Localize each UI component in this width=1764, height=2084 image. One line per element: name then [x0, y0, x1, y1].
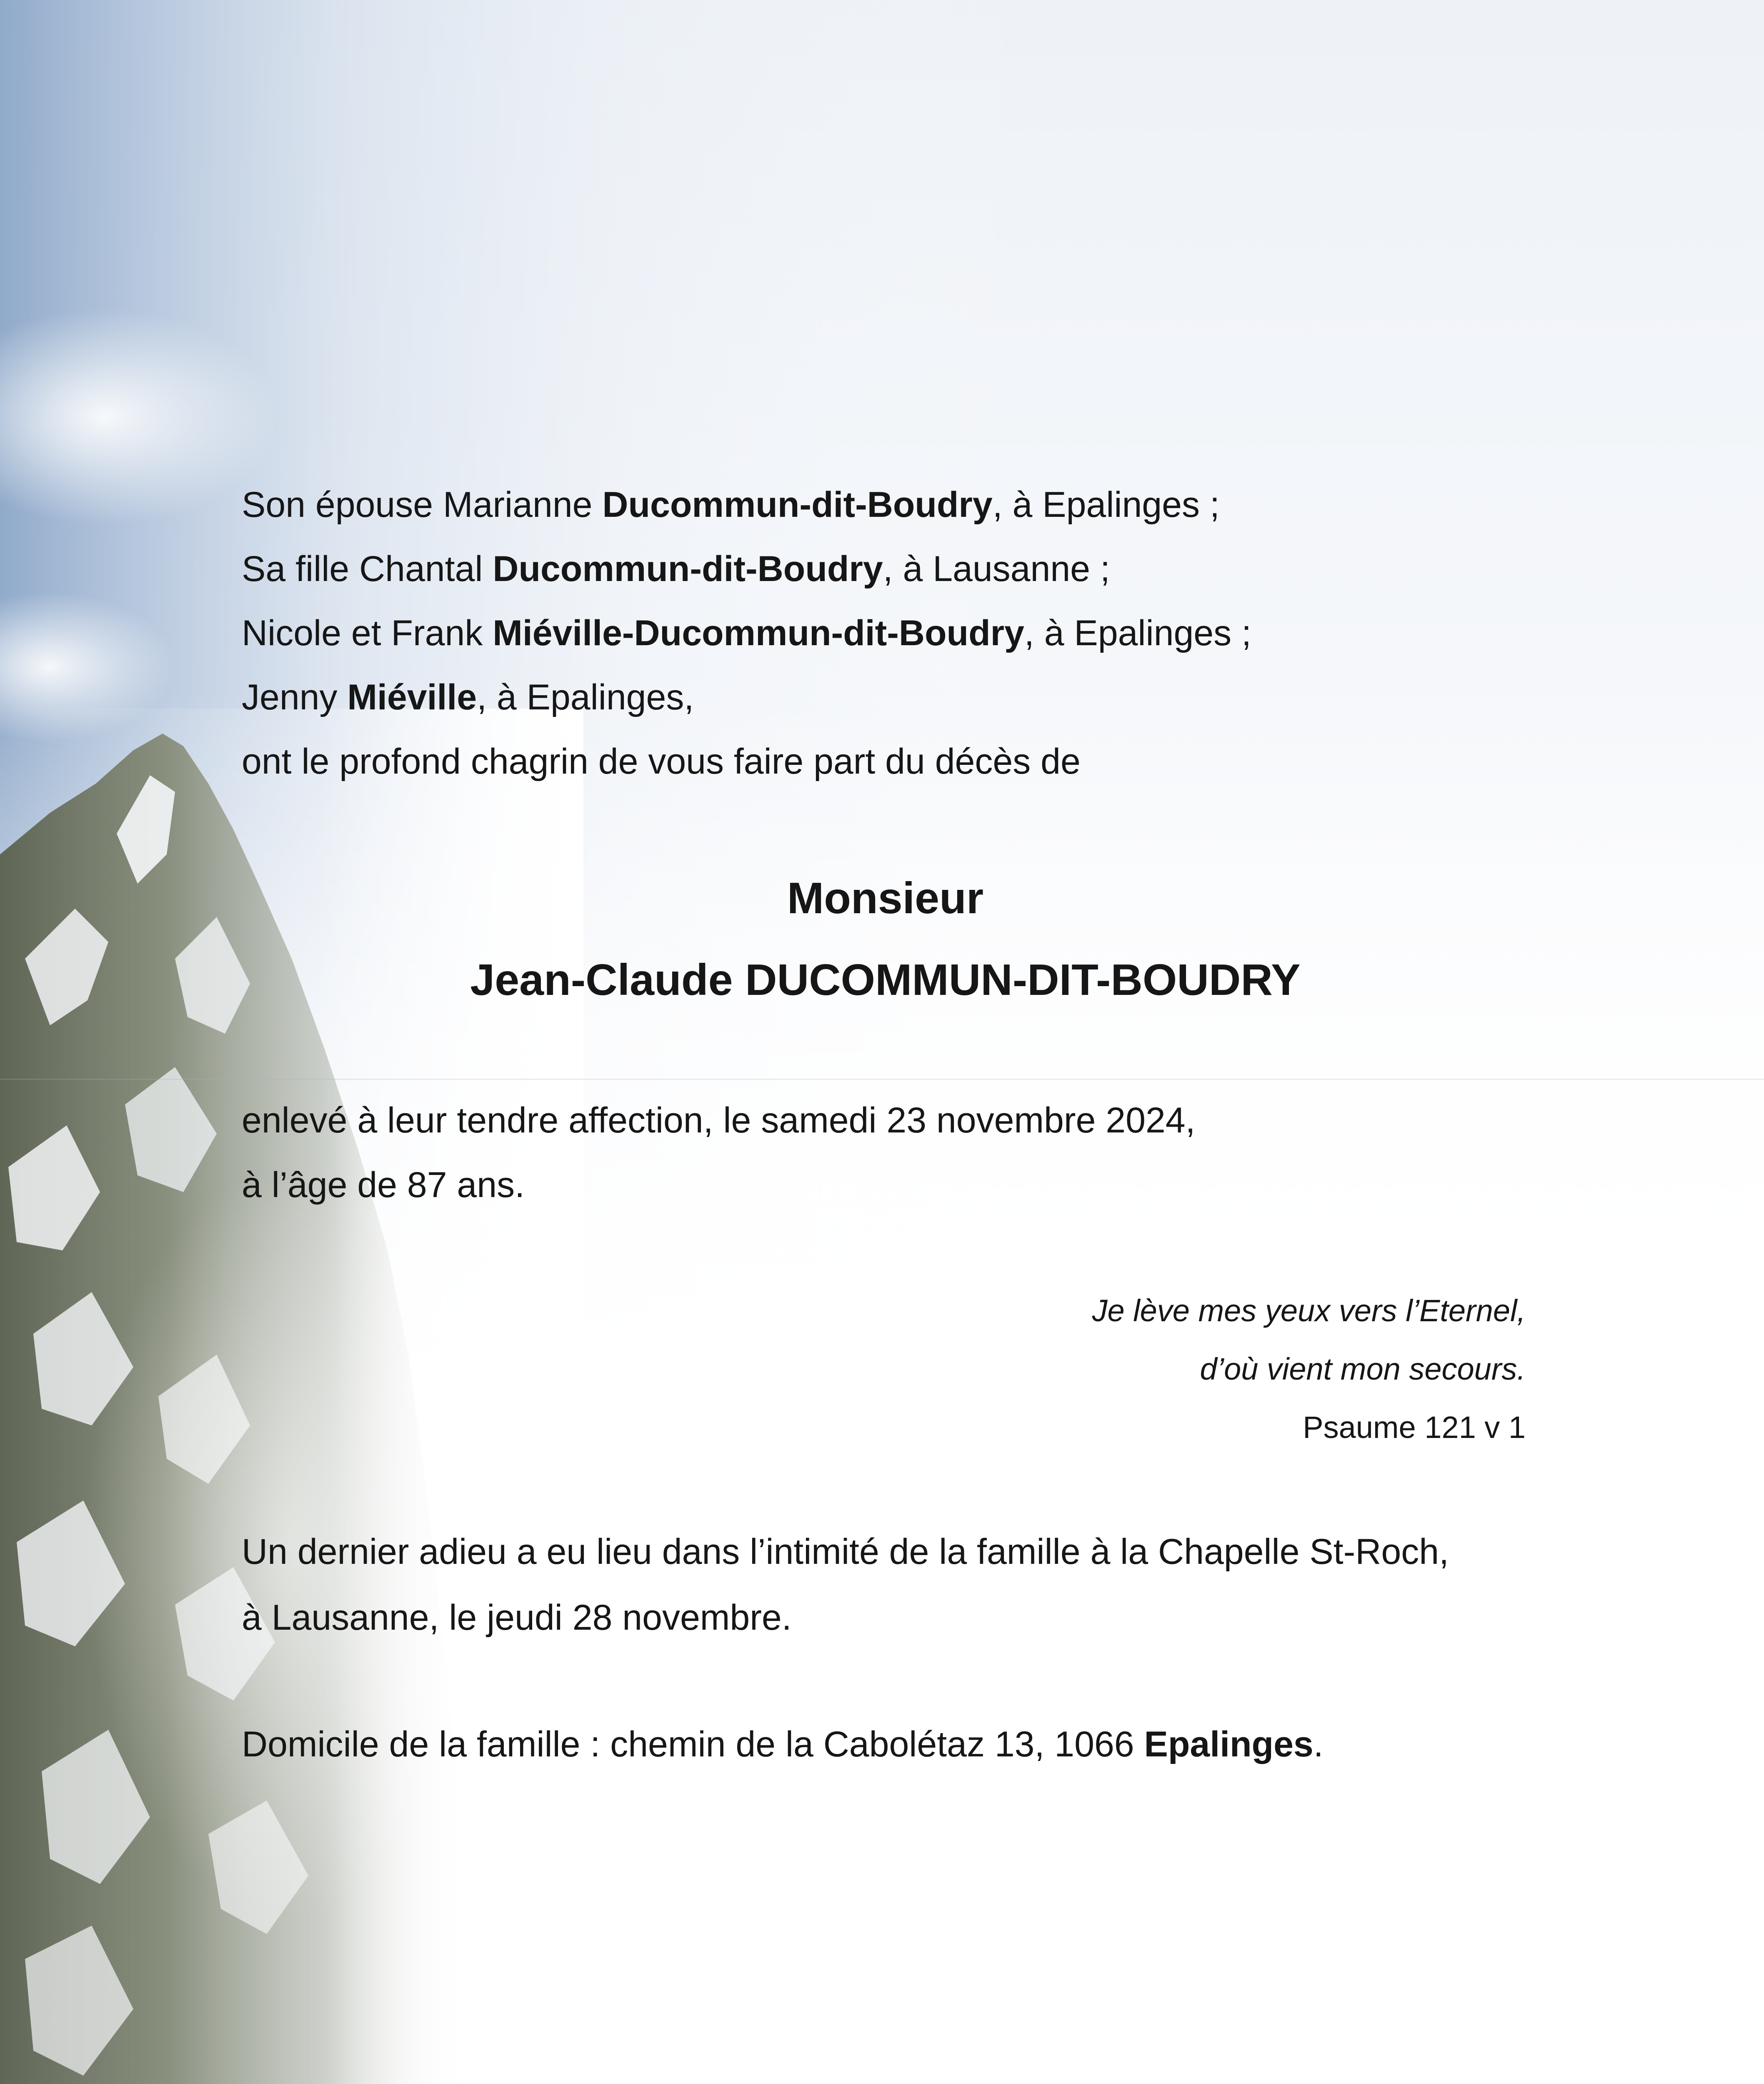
deceased-name: Jean-Claude DUCOMMUN-DIT-BOUDRY	[470, 955, 1301, 1004]
verse-reference: Psaume 121 v 1	[1303, 1410, 1526, 1445]
announcement-line: ont le profond chagrin de vous faire part du décès de	[242, 741, 1081, 782]
death-date-line: enlevé à leur tendre affection, le samedi 23 novembre 2024,	[242, 1100, 1196, 1140]
family-line-couple: Nicole et Frank Miéville-Ducommun-dit-Boudry, à Epalinges ;	[242, 613, 1251, 653]
verse-line-2: d’où vient mon secours.	[1200, 1352, 1526, 1386]
death-age-line: à l’âge de 87 ans.	[242, 1165, 525, 1205]
family-domicile: Domicile de la famille : chemin de la Cabolétaz 13, 1066 Epalinges.	[242, 1724, 1324, 1764]
ceremony-line-1: Un dernier adieu a eu lieu dans l’intimité de la famille à la Chapelle St-Roch,	[242, 1532, 1449, 1572]
fold-line	[0, 1079, 1764, 1080]
family-line-spouse: Son épouse Marianne Ducommun-dit-Boudry, à Epalinges ;	[242, 485, 1220, 525]
verse-line-1: Je lève mes yeux vers l’Eternel,	[1092, 1293, 1526, 1328]
family-line-daughter: Sa fille Chantal Ducommun-dit-Boudry, à Lausanne ;	[242, 549, 1110, 589]
deceased-honorific: Monsieur	[787, 874, 984, 923]
family-line-grandchild: Jenny Miéville, à Epalinges,	[242, 677, 694, 717]
ceremony-line-2: à Lausanne, le jeudi 28 novembre.	[242, 1598, 792, 1638]
